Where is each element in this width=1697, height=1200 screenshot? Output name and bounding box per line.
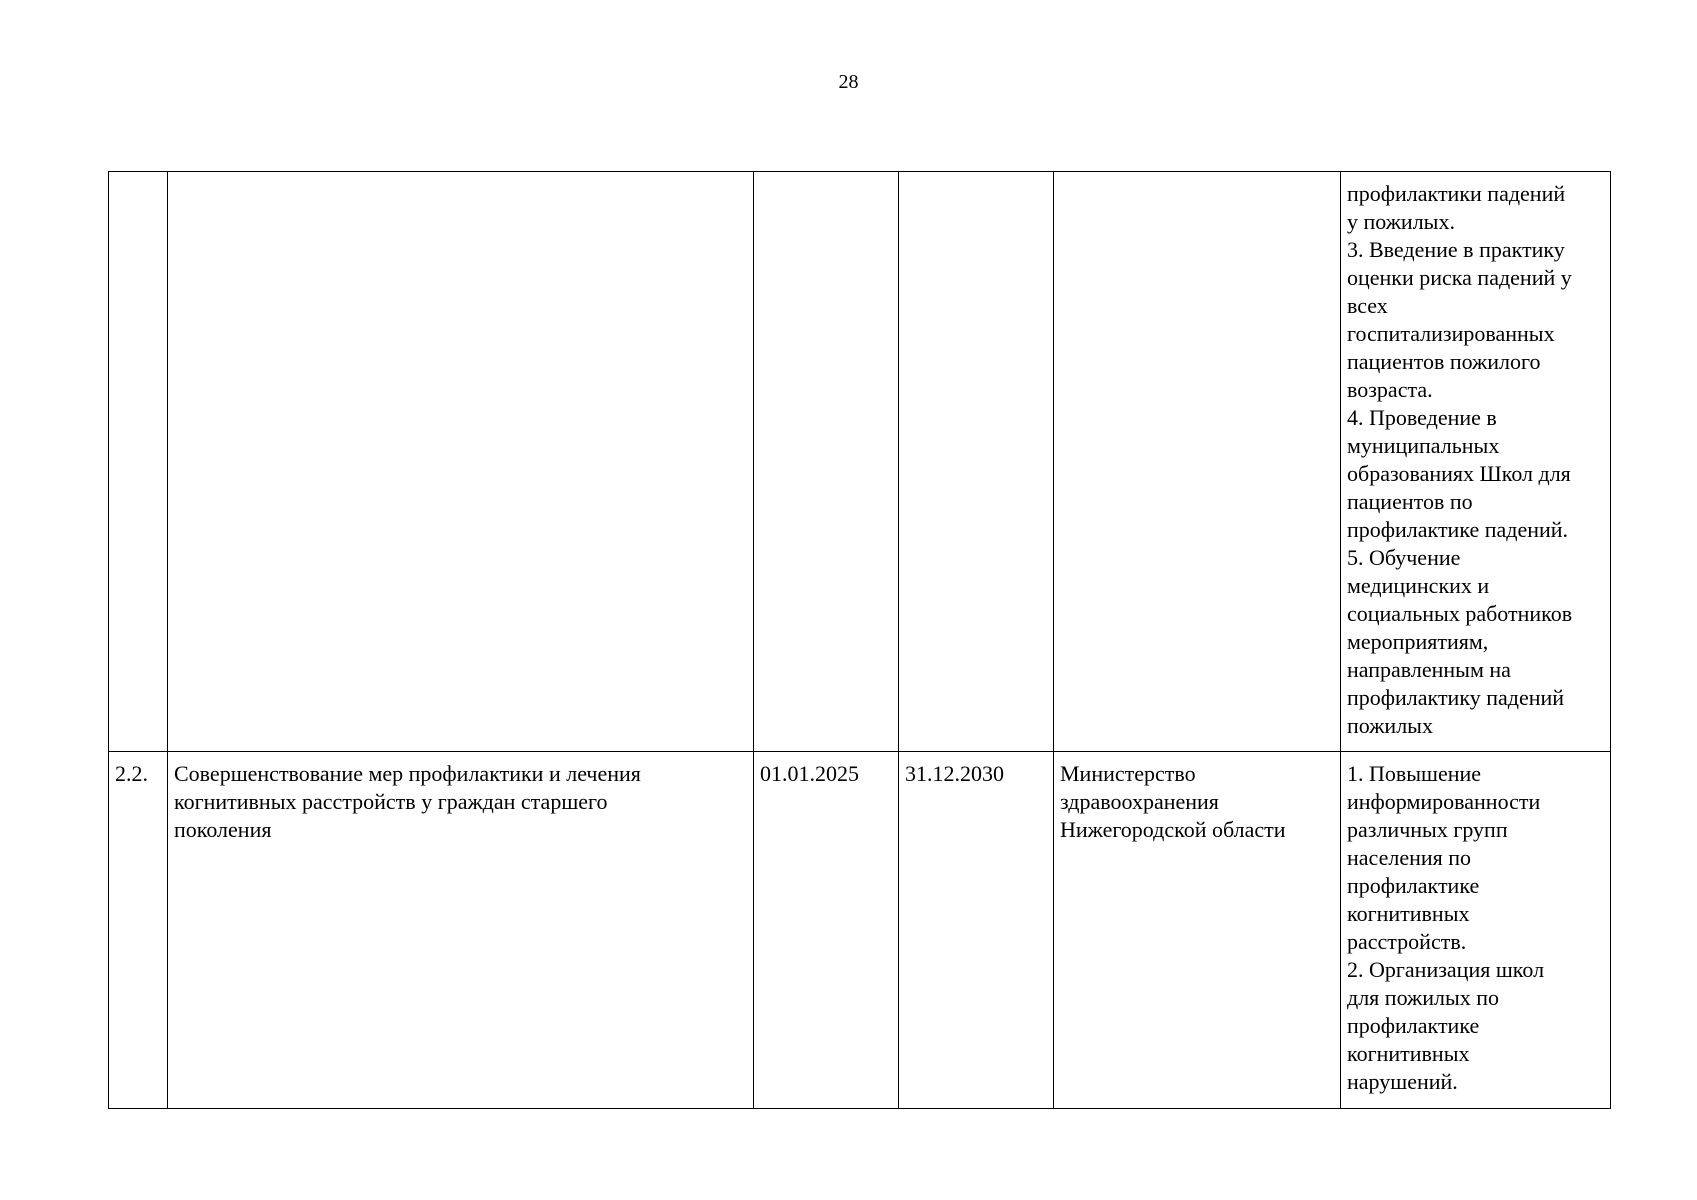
cell-activity-name: Совершенствование мер профилактики и лечения когнитивных расстройств у граждан старшего поколения [168,752,754,1109]
cell-end-date: 31.12.2030 [899,752,1054,1109]
cell-expected-result: профилактики падений у пожилых. 3. Введение в практику оценки риска падений у всех госпитализированных пациентов пожилого возраста. 4. Проведение в муниципальных образованиях Школ для пациентов по профилактике падений. 5. Обучение медицинских и социальных работников мероприятиям, направленным на профилактику падений пожилых [1341,172,1611,752]
cell-responsible [1054,172,1341,752]
cell-expected-result: 1. Повышение информированности различных групп населения по профилактике когнитивных расстройств. 2. Организация школ для пожилых по профилактике когнитивных нарушений. [1341,752,1611,1109]
cell-activity-name [168,172,754,752]
cell-start-date: 01.01.2025 [754,752,899,1109]
cell-responsible: Министерство здравоохранения Нижегородской области [1054,752,1341,1109]
page-number: 28 [838,71,859,93]
cell-end-date [899,172,1054,752]
table-row [109,752,1611,1109]
cell-number [109,172,168,752]
activities-table [108,171,1611,1109]
table-row [109,172,1611,752]
cell-start-date [754,172,899,752]
cell-number: 2.2. [109,752,168,1109]
